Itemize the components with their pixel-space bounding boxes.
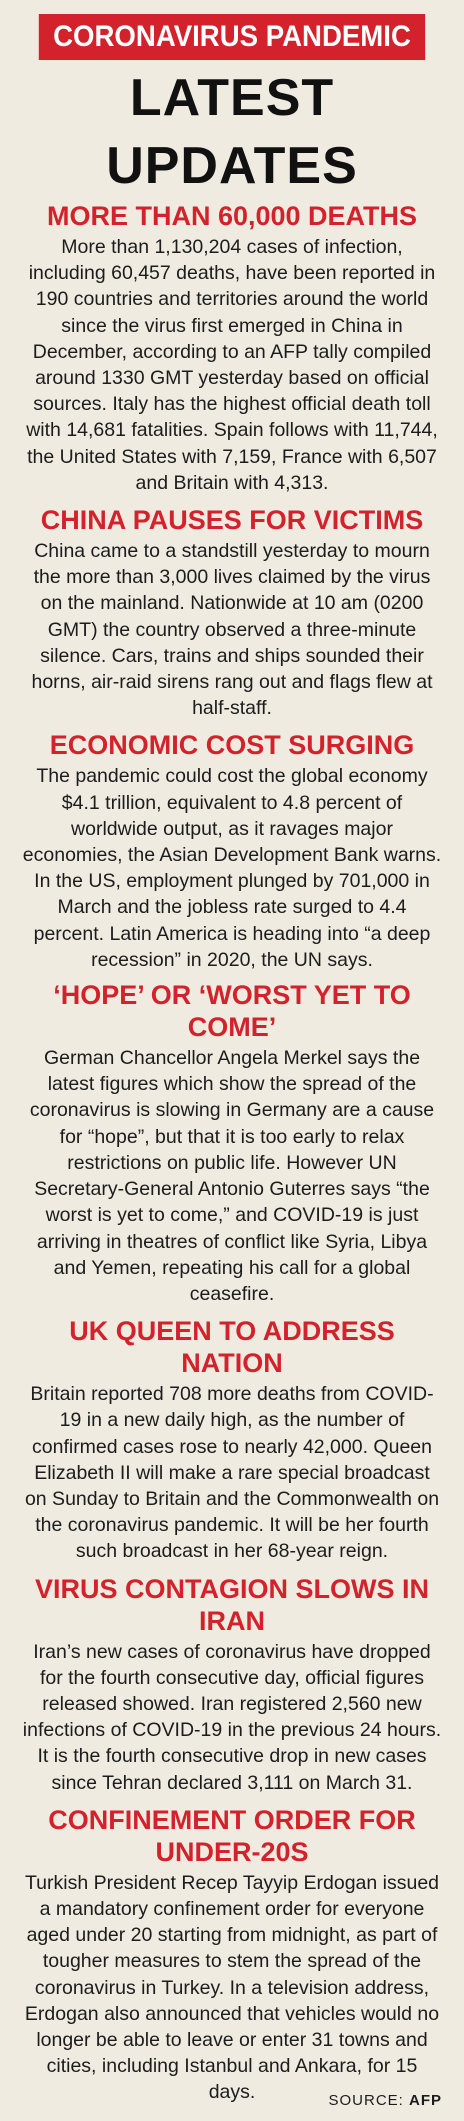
news-item-economy [22, 729, 442, 973]
news-item-body: Turkish President Recep Tayyip Erdogan issued a mandatory confinement order for everyone aged under 20 starting from midnight, as part of tougher measures to stem the spread of the coronavirus in Turkey. In a television address, Erdogan also announced that vehicles would no longer be able to leave or enter 31 towns and cities, including Istanbul and Ankara, for 15 days. [24, 1871, 440, 2104]
source-label: SOURCE: [328, 2092, 404, 2109]
news-item-hope [22, 979, 442, 1307]
news-item-deaths [22, 200, 442, 496]
source-name: AFP [409, 2092, 442, 2109]
news-item-body: China came to a standstill yesterday to mourn the more than 3,000 lives claimed by the virus on the mainland. Nationwide at 10 am (0200 GMT) the country observed a three-minute silence. Cars, trains and ships sounded their horns, air-raid sirens rang out and flags flew at half-staff. [31, 540, 433, 720]
news-item-body: Iran’s new cases of coronavirus have dropped for the fourth consecutive day, official figures released showed. Iran registered 2,560 new infections of COVID-19 in the previous 24 hours. It is the fourth consecutive drop in new cases since Tehran declared 3,111 on March 31. [22, 1640, 442, 1794]
news-item-heading: ECONOMIC COST SURGING [49, 730, 415, 761]
source-credit [328, 2092, 442, 2109]
news-item-turkey [22, 1804, 442, 2106]
news-item-heading: UK QUEEN TO ADDRESS NATION [69, 1316, 395, 1379]
news-item-body: More than 1,130,204 cases of infection, including 60,457 deaths, have been reported in 190 countries and territories around the world since the virus first emerged in China in December, according to an AFP tally compiled around 1330 GMT yesterday based on official sources. Italy has the highest official death toll with 14,681 fatalities. Spain follows with 11,744, the United States with 7,159, France with 6,507 and Britain with 4,313. [26, 236, 438, 494]
news-item-china [22, 504, 442, 721]
news-item-heading: CHINA PAUSES FOR VICTIMS [40, 505, 424, 536]
news-item-body: The pandemic could cost the global economy $4.1 trillion, equivalent to 4.8 percent of worldwide output, as it ravages major economies, the Asian Development Bank warns. In the US, employment plunged by 701,000 in March and the jobless rate surged to 4.4 percent. Latin America is heading into “a deep recession” in 2020, the UN says. [22, 765, 442, 971]
news-item-uk-queen [22, 1315, 442, 1564]
banner: CORONAVIRUS PANDEMIC [39, 14, 425, 60]
news-item-body: German Chancellor Angela Merkel says the latest figures which show the spread of the coronavirus is slowing in Germany are a cause for “hope”, but that it is too early to relax restrictions on public life. However UN Secretary-General Antonio Guterres says “the worst is yet to come,” and COVID-19 is just arriving in theatres of conflict like Syria, Libya and Yemen, repeating his call for a global ceasefire. [29, 1047, 435, 1305]
news-item-heading: VIRUS CONTAGION SLOWS IN IRAN [34, 1573, 429, 1636]
page-title: LATEST UPDATES [106, 69, 358, 195]
news-item-body: Britain reported 708 more deaths from COVID-19 in a new daily high, as the number of confirmed cases rose to nearly 42,000. Queen Elizabeth II will make a rare special broadcast on Sunday to Britain and the Commonwealth on the coronavirus pandemic. It will be her fourth such broadcast in her 68-year reign. [24, 1383, 440, 1563]
news-item-iran [22, 1573, 442, 1796]
news-item-heading: MORE THAN 60,000 DEATHS [46, 201, 418, 231]
news-item-heading: CONFINEMENT ORDER FOR UNDER-20S [48, 1804, 416, 1867]
news-item-heading: ‘HOPE’ OR ‘WORST YET TO COME’ [53, 980, 411, 1043]
